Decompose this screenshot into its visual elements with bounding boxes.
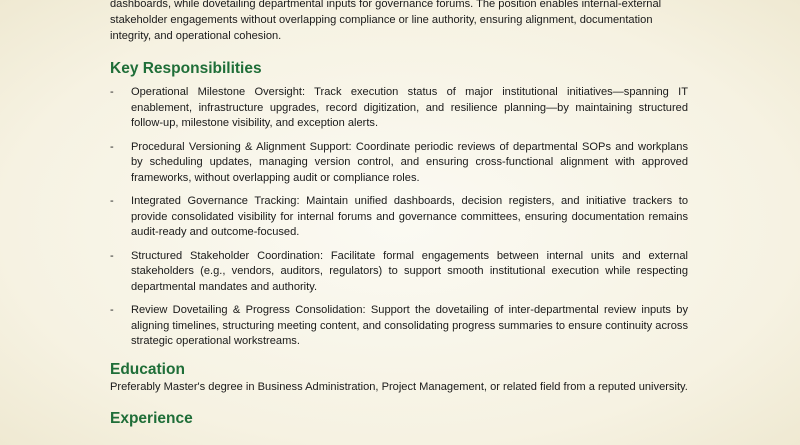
list-item <box>110 249 688 296</box>
document-page <box>110 0 688 429</box>
bullet-dash: - <box>110 304 114 316</box>
list-item-text: Structured Stakeholder Coordination: Facilitate formal engagements between internal units and external stakeholders (e.g., vendors, auditors, regulators) to support smooth institutional execution while respecting departmental mandates and authority. <box>131 249 688 293</box>
bullet-dash: - <box>110 86 114 98</box>
responsibilities-list <box>110 85 688 350</box>
list-item <box>110 140 688 187</box>
list-item-text: Operational Milestone Oversight: Track execution status of major institutional initiatives—spanning IT enablement, infrastructure upgrades, record digitization, and resilience planning—by maintaining structured follow-up, milestone visibility, and exception alerts. <box>131 86 688 129</box>
responsibilities-heading: Key Responsibilities <box>110 60 262 77</box>
list-item-text: Integrated Governance Tracking: Maintain unified dashboards, decision registers, and initiative trackers to provide consolidated visibility for internal forums and governance committees, ensuring documentation remains audit-ready and outcome-focused. <box>131 195 688 238</box>
experience-heading: Experience <box>110 410 193 427</box>
bullet-dash: - <box>110 140 114 153</box>
list-item-text: Procedural Versioning & Alignment Support: Coordinate periodic reviews of departmental SOPs and workplans by scheduling updates, managing version control, and ensuring cross-functional alignment with approved frameworks, without overlapping audit or compliance roles. <box>131 140 688 184</box>
education-heading: Education <box>110 360 185 378</box>
list-item <box>110 85 688 132</box>
bullet-dash: - <box>110 249 114 262</box>
intro-paragraph: dashboards, while dovetailing departmental inputs for governance forums. The position enables internal-external stakeholder engagements without overlapping compliance or line authority, ensuring alignment, documentation integrity, and operational cohesion. <box>110 0 662 42</box>
bullet-dash: - <box>110 195 114 207</box>
list-item <box>110 303 688 350</box>
list-item <box>110 194 688 241</box>
list-item-text: Review Dovetailing & Progress Consolidation: Support the dovetailing of inter-departmental review inputs by aligning timelines, structuring meeting content, and consolidating progress summaries to ensure continuity across strategic operational workstreams. <box>131 304 688 347</box>
education-text: Preferably Master's degree in Business Administration, Project Management, or related field from a reputed university. <box>110 380 688 393</box>
